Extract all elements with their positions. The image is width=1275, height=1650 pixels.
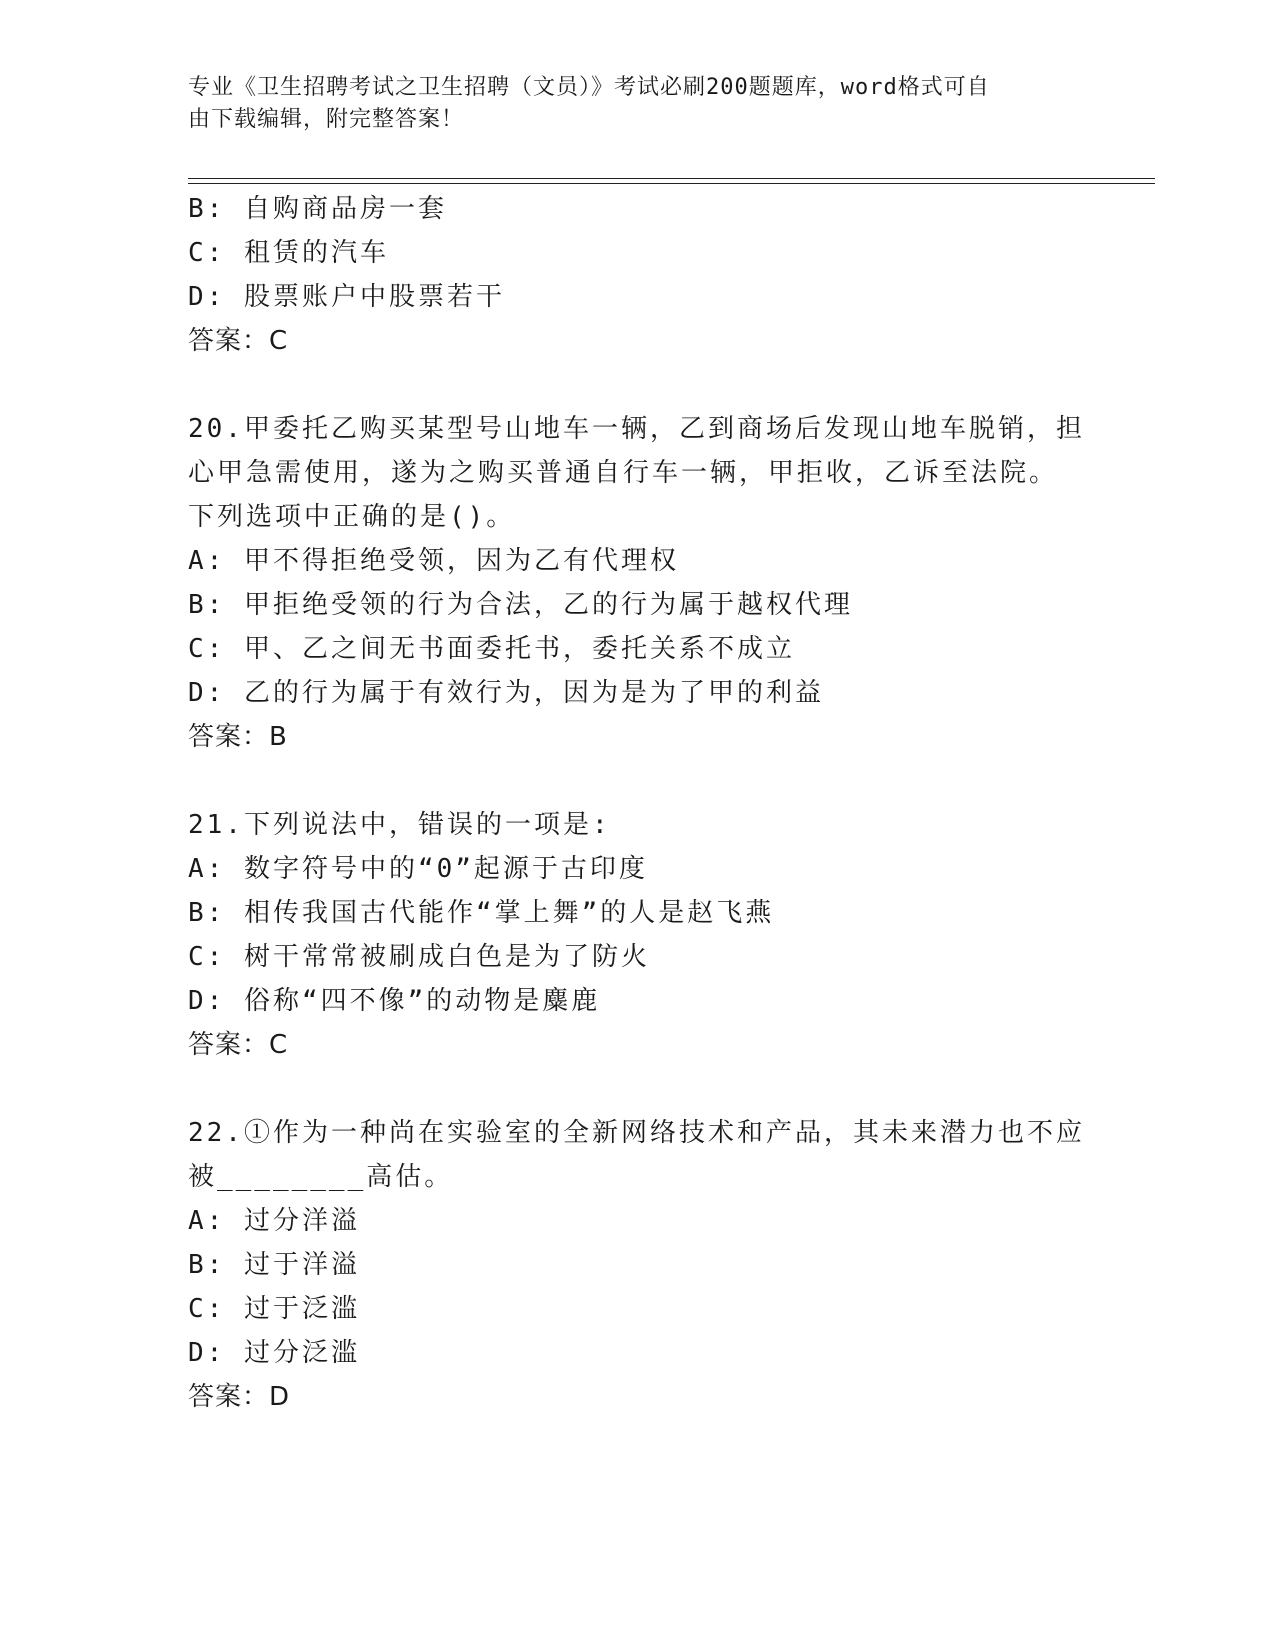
q19-option-d: D: 股票账户中股票若干: [188, 282, 505, 312]
q21-option-c: C: 树干常常被刷成白色是为了防火: [188, 942, 650, 972]
q22-option-a: A: 过分洋溢: [188, 1206, 360, 1236]
page-header: [188, 72, 1068, 136]
q19-answer: 答案：C: [188, 326, 289, 356]
q21-option-b: B: 相传我国古代能作“掌上舞”的人是赵飞燕: [188, 898, 775, 928]
header-line-1: 专业《卫生招聘考试之卫生招聘（文员）》考试必刷200题题库，word格式可自: [188, 75, 990, 100]
q19-option-c: C: 租赁的汽车: [188, 238, 389, 268]
q20-option-c: C: 甲、乙之间无书面委托书，委托关系不成立: [188, 634, 795, 664]
q20-option-a: A: 甲不得拒绝受领，因为乙有代理权: [188, 546, 679, 576]
q22-option-b: B: 过于洋溢: [188, 1250, 360, 1280]
q22-stem-line-2: 被________高估。: [188, 1162, 454, 1192]
q20-option-b: B: 甲拒绝受领的行为合法，乙的行为属于越权代理: [188, 590, 853, 620]
q20-stem-line-1: 20.甲委托乙购买某型号山地车一辆，乙到商场后发现山地车脱销，担: [188, 414, 1085, 444]
q22-option-d: D: 过分泛滥: [188, 1338, 360, 1368]
q21-stem-line-1: 21.下列说法中，错误的一项是:: [188, 810, 611, 840]
q19-option-b: B: 自购商品房一套: [188, 194, 447, 224]
q20-answer: 答案：B: [188, 722, 288, 752]
q21-option-a: A: 数字符号中的“0”起源于古印度: [188, 854, 648, 884]
q21-option-d: D: 俗称“四不像”的动物是麋鹿: [188, 986, 601, 1016]
q20-stem-line-2: 心甲急需使用，遂为之购买普通自行车一辆，甲拒收，乙诉至法院。: [188, 458, 1059, 488]
header-divider-bottom: [188, 183, 1155, 184]
header-line-2: 由下载编辑，附完整答案！: [188, 107, 465, 132]
q21-answer: 答案：C: [188, 1030, 289, 1060]
q22-stem-line-1: 22.①作为一种尚在实验室的全新网络技术和产品，其未来潜力也不应: [188, 1118, 1085, 1148]
q22-option-c: C: 过于泛滥: [188, 1294, 360, 1324]
header-divider-top: [188, 178, 1155, 179]
q20-stem-line-3: 下列选项中正确的是()。: [188, 502, 516, 532]
q22-answer: 答案：D: [188, 1382, 291, 1412]
q20-option-d: D: 乙的行为属于有效行为，因为是为了甲的利益: [188, 678, 824, 708]
